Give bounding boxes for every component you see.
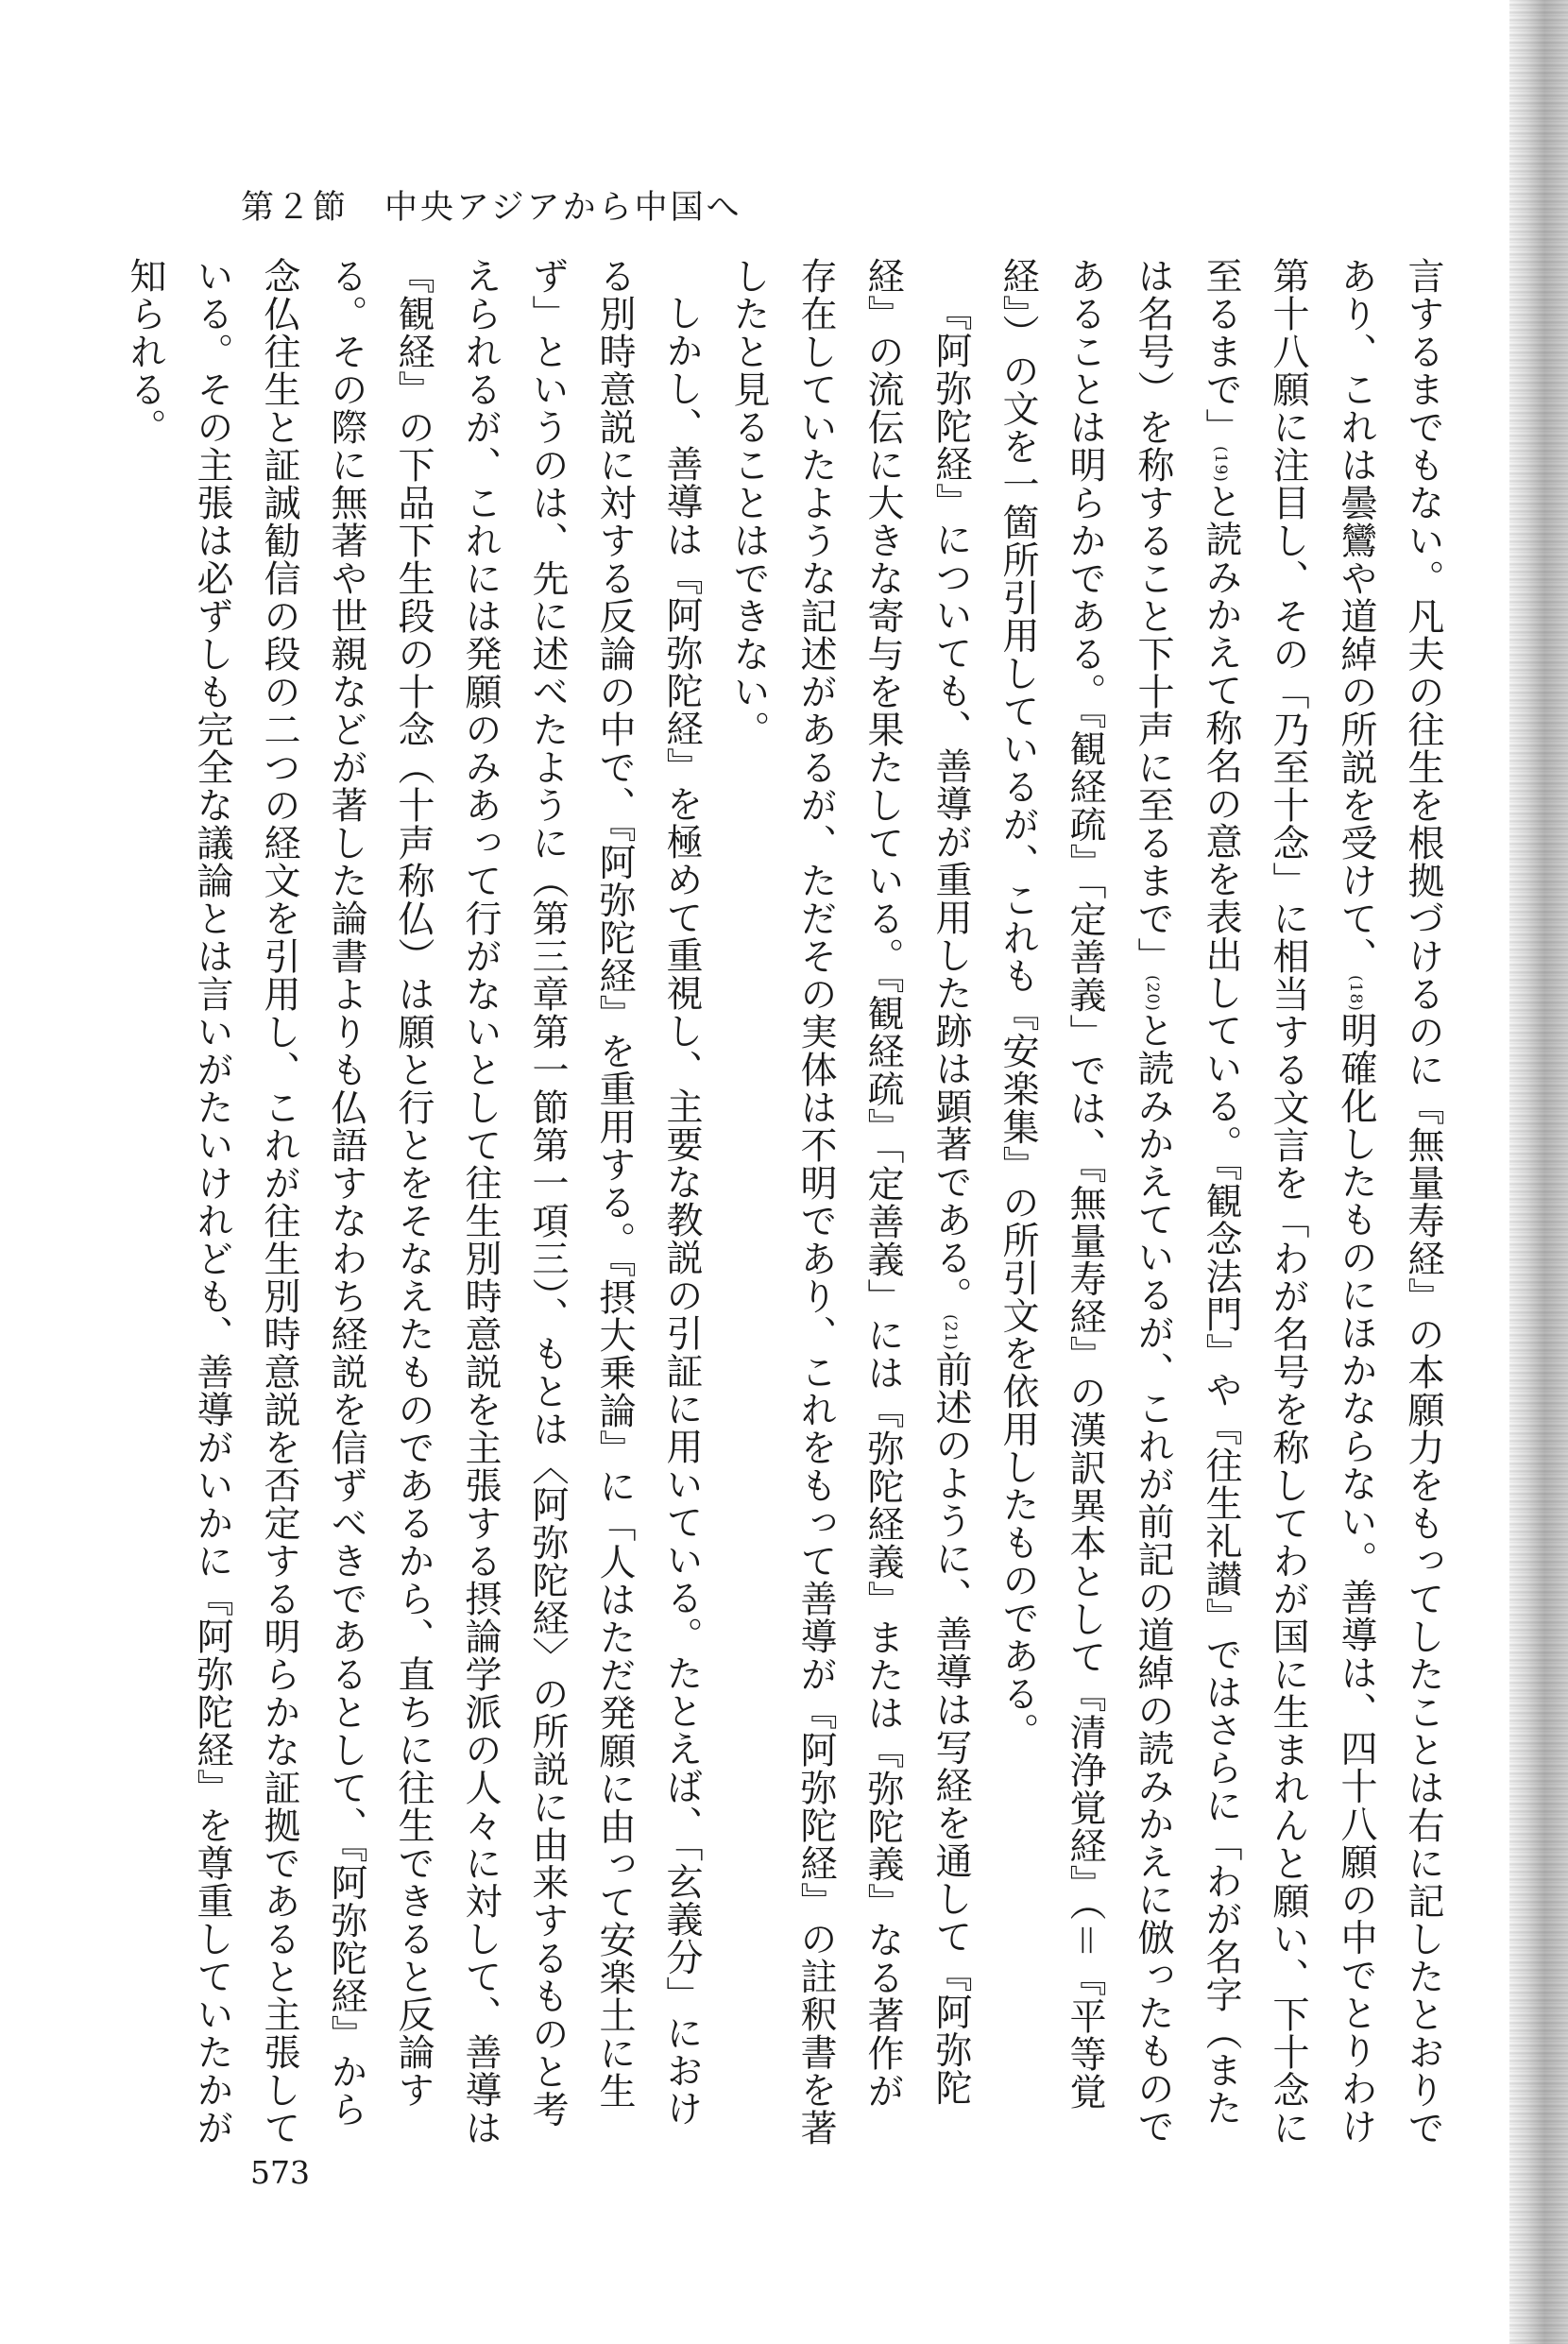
paragraph-1-text-a: 言するまでもない。凡夫の往生を根拠づけるのに『無量寿経』の本願力をもってしたことは右に記したとおりであり、これは曇鸞や道綽の所説を受けて、 [1335,257,1444,2147]
paragraph-1-text-b: 明確化したものにほかならない。善導は、四十八願の中でとりわけ第十八願に注目し、その「乃至十念」に相当する文言を「わが名号を称してわが国に生まれんと願い、下十念に至るまで」 [1200,257,1377,2147]
paragraph-3-text-a: しかし、善導は『阿弥陀経』を極めて重視し、主要な教説の引証に用いている。たとえば、「玄義分」における別時意説に対する反論の中で、『阿弥陀経』を重用する。『摂大乗論』に「人はただ発願に由って安楽土に生ず」というのは、先に述べたように（第三章第一節第一項三）、もとは〈阿弥陀経〉の所説に由来するものと考えられるが、これには発願のみあって行がないとして往生別時意説を主張する摂論学派の人々に対して、善導は『観経』の下品下生段の十念（十声称仏）は願と行とをそなえたものであるから、直ちに往生できると反論する。その際に無著や世親などが著した論書よりも仏語すなわち経説を信ずべきであるとして、『阿弥陀経』から念仏往生と証誠勧信の段の二つの経文を引用し、これが往生別時意説を否定する明らかな証拠であると主張している。その主張は必ずしも完全な議論とは言いがたいけれども、善導がいかに『阿弥陀経』を尊重していたかが知られる。 [124,257,703,2147]
scanned-page-edge [1509,0,1568,2344]
running-head: 第２節 中央アジアから中国へ [241,189,742,227]
page-number: 573 [250,2154,310,2191]
note-ref-19: (19) [1211,446,1230,483]
note-ref-21: (21) [941,1314,960,1351]
paragraph-1-text-c: と読みかえて称名の意を表出している。『観念法門』や『往生礼讃』ではさらに「わが名字（または名号）を称すること下十声に至るまで」 [1132,257,1242,2128]
paragraph-2-text-b: 前述のように、善導は写経を通して『阿弥陀経』の流伝に大きな寄与を果たしている。『観経疏』「定善義」には『弥陀経義』または『弥陀義』なる著作が存在していたような記述があるが、ただその実体は不明であり、これをもって善導が『阿弥陀経』の註釈書を著したと見ることはできない。 [727,257,972,2147]
paragraph-3 [111,257,715,2147]
paragraph-1-text-d: と読みかえているが、これが前記の道綽の読みかえに倣ったものであることは明らかである。『観経疏』「定善義」では、『無量寿経』の漢訳異本として『清浄覚経』（＝『平等覚経』）の文を一箇所引用しているが、これも『安楽集』の所引文を依用したものである。 [997,257,1174,2146]
paragraph-2-text-a: 『阿弥陀経』についても、善導が重用した跡は顕著である。 [929,294,972,1314]
note-ref-20: (20) [1143,975,1162,1012]
note-ref-18: (18) [1346,975,1365,1012]
paragraph-1 [984,257,1457,2147]
body-text [111,257,1457,2147]
paragraph-2 [715,257,984,2147]
